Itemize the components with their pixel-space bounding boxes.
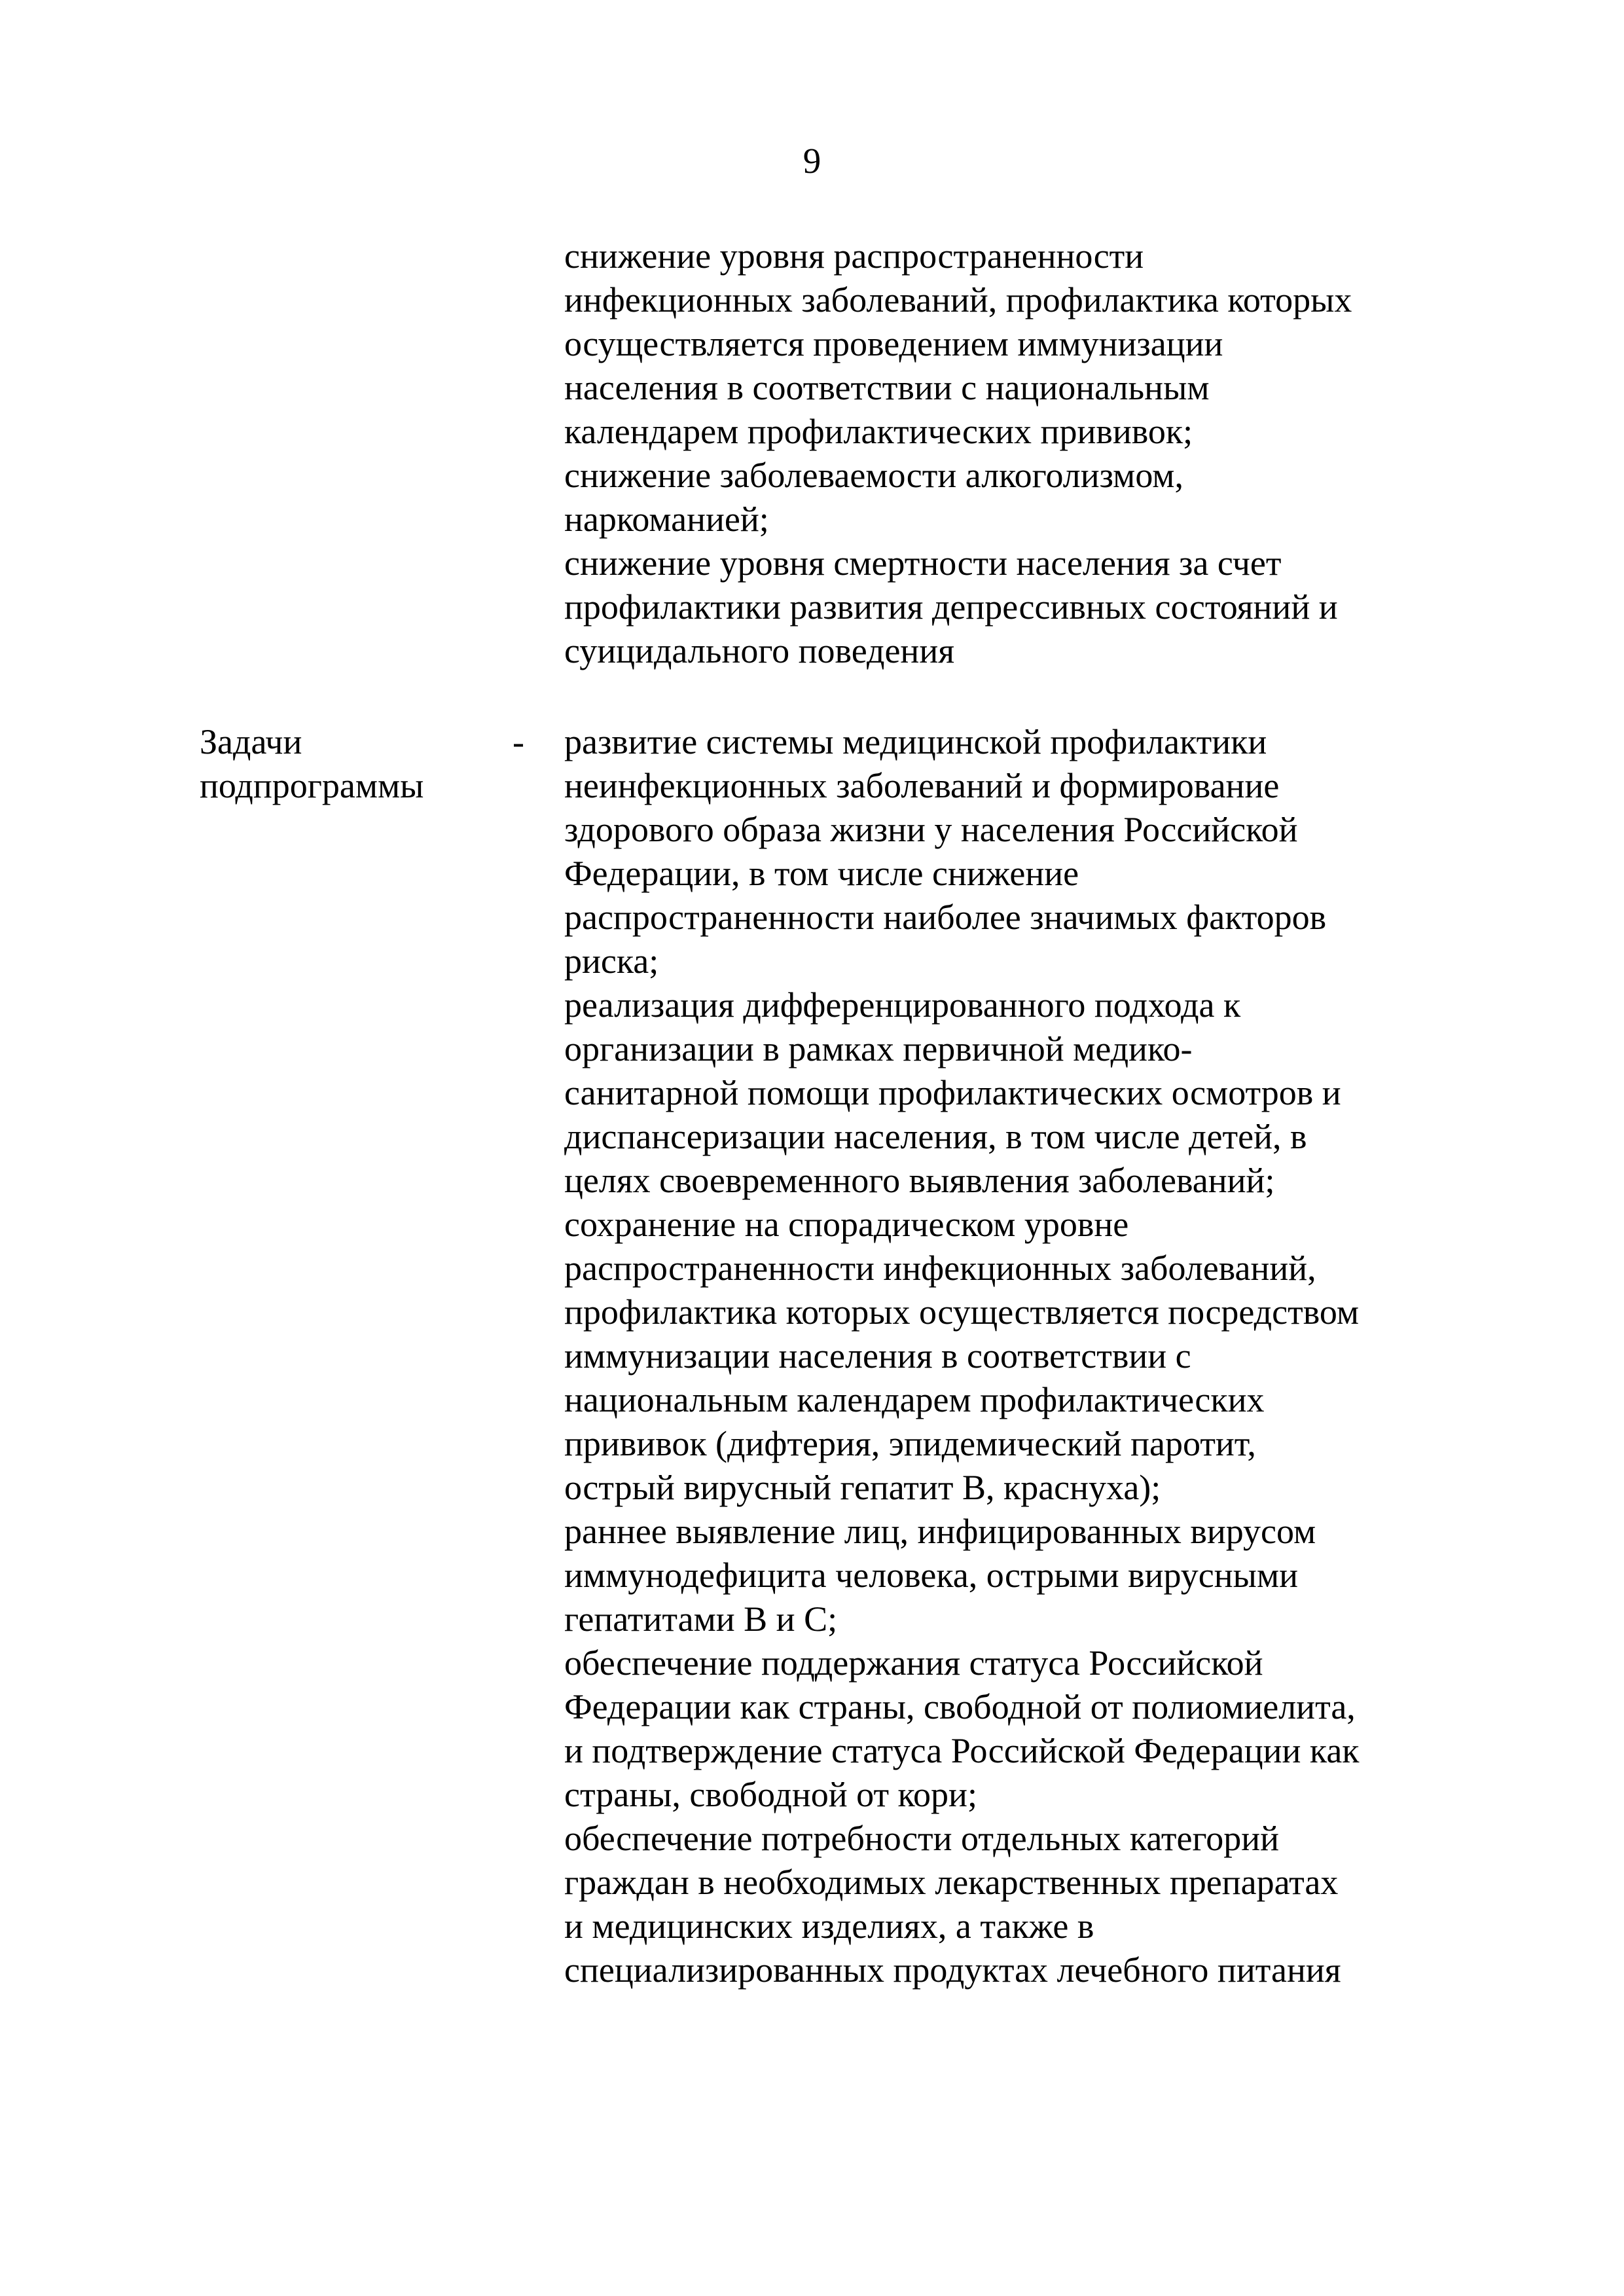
tasks-label-line: подпрограммы (200, 766, 424, 805)
separator-dash: - (513, 722, 524, 761)
text-line: обеспечение потребности отдельных категорий (564, 1819, 1280, 1858)
text-line: здорового образа жизни у населения Российской (564, 810, 1298, 849)
text-line: риска; (564, 941, 659, 981)
tasks-label (200, 720, 424, 808)
tasks-label-line: Задачи (200, 722, 302, 761)
text-line: развитие системы медицинской профилактики (564, 722, 1267, 761)
text-line: обеспечение поддержания статуса Российской (564, 1643, 1263, 1683)
text-line: национальным календарем профилактических (564, 1380, 1265, 1419)
text-line: и подтверждение статуса Российской Федерации как (564, 1731, 1360, 1770)
text-line: наркоманией; (564, 500, 769, 539)
text-line: гепатитами В и С; (564, 1599, 838, 1639)
text-line: и медицинских изделиях, а также в (564, 1906, 1094, 1946)
text-line: страны, свободной от кори; (564, 1775, 977, 1814)
goals-continued-text (564, 234, 1352, 673)
text-line: иммунодефицита человека, острыми вирусными (564, 1556, 1299, 1595)
text-line: Федерации, в том числе снижение (564, 854, 1079, 893)
text-line: организации в рамках первичной медико- (564, 1029, 1193, 1068)
text-line: снижение уровня распространенности (564, 236, 1144, 276)
text-line: раннее выявление лиц, инфицированных вирусом (564, 1512, 1316, 1551)
text-line: прививок (дифтерия, эпидемический паротит, (564, 1424, 1256, 1463)
text-line: иммунизации населения в соответствии с (564, 1336, 1191, 1376)
text-line: специализированных продуктах лечебного питания (564, 1950, 1341, 1990)
text-line: неинфекционных заболеваний и формирование (564, 766, 1280, 805)
text-line: распространенности инфекционных заболеваний, (564, 1248, 1316, 1288)
text-line: осуществляется проведением иммунизации (564, 324, 1223, 363)
text-line: инфекционных заболеваний, профилактика которых (564, 280, 1352, 319)
text-line: суицидального поведения (564, 631, 955, 670)
text-line: острый вирусный гепатит В, краснуха); (564, 1468, 1161, 1507)
text-line: снижение заболеваемости алкоголизмом, (564, 456, 1183, 495)
text-line: сохранение на спорадическом уровне (564, 1205, 1129, 1244)
text-line: календарем профилактических прививок; (564, 412, 1193, 451)
text-line: населения в соответствии с национальным (564, 368, 1210, 407)
text-line: распространенности наиболее значимых факторов (564, 898, 1327, 937)
text-line: диспансеризации населения, в том числе детей, в (564, 1117, 1307, 1156)
page-number: 9 (803, 141, 821, 181)
text-line: Федерации как страны, свободной от полиомиелита, (564, 1687, 1356, 1726)
text-line: реализация дифференцированного подхода к (564, 985, 1241, 1025)
text-line: граждан в необходимых лекарственных препаратах (564, 1863, 1339, 1902)
text-line: целях своевременного выявления заболеваний; (564, 1161, 1275, 1200)
text-line: профилактики развития депрессивных состояний и (564, 587, 1338, 627)
text-line: снижение уровня смертности населения за счет (564, 543, 1282, 583)
text-line: санитарной помощи профилактических осмотров и (564, 1073, 1341, 1112)
text-line: профилактика которых осуществляется посредством (564, 1292, 1359, 1332)
tasks-text (564, 720, 1360, 1992)
